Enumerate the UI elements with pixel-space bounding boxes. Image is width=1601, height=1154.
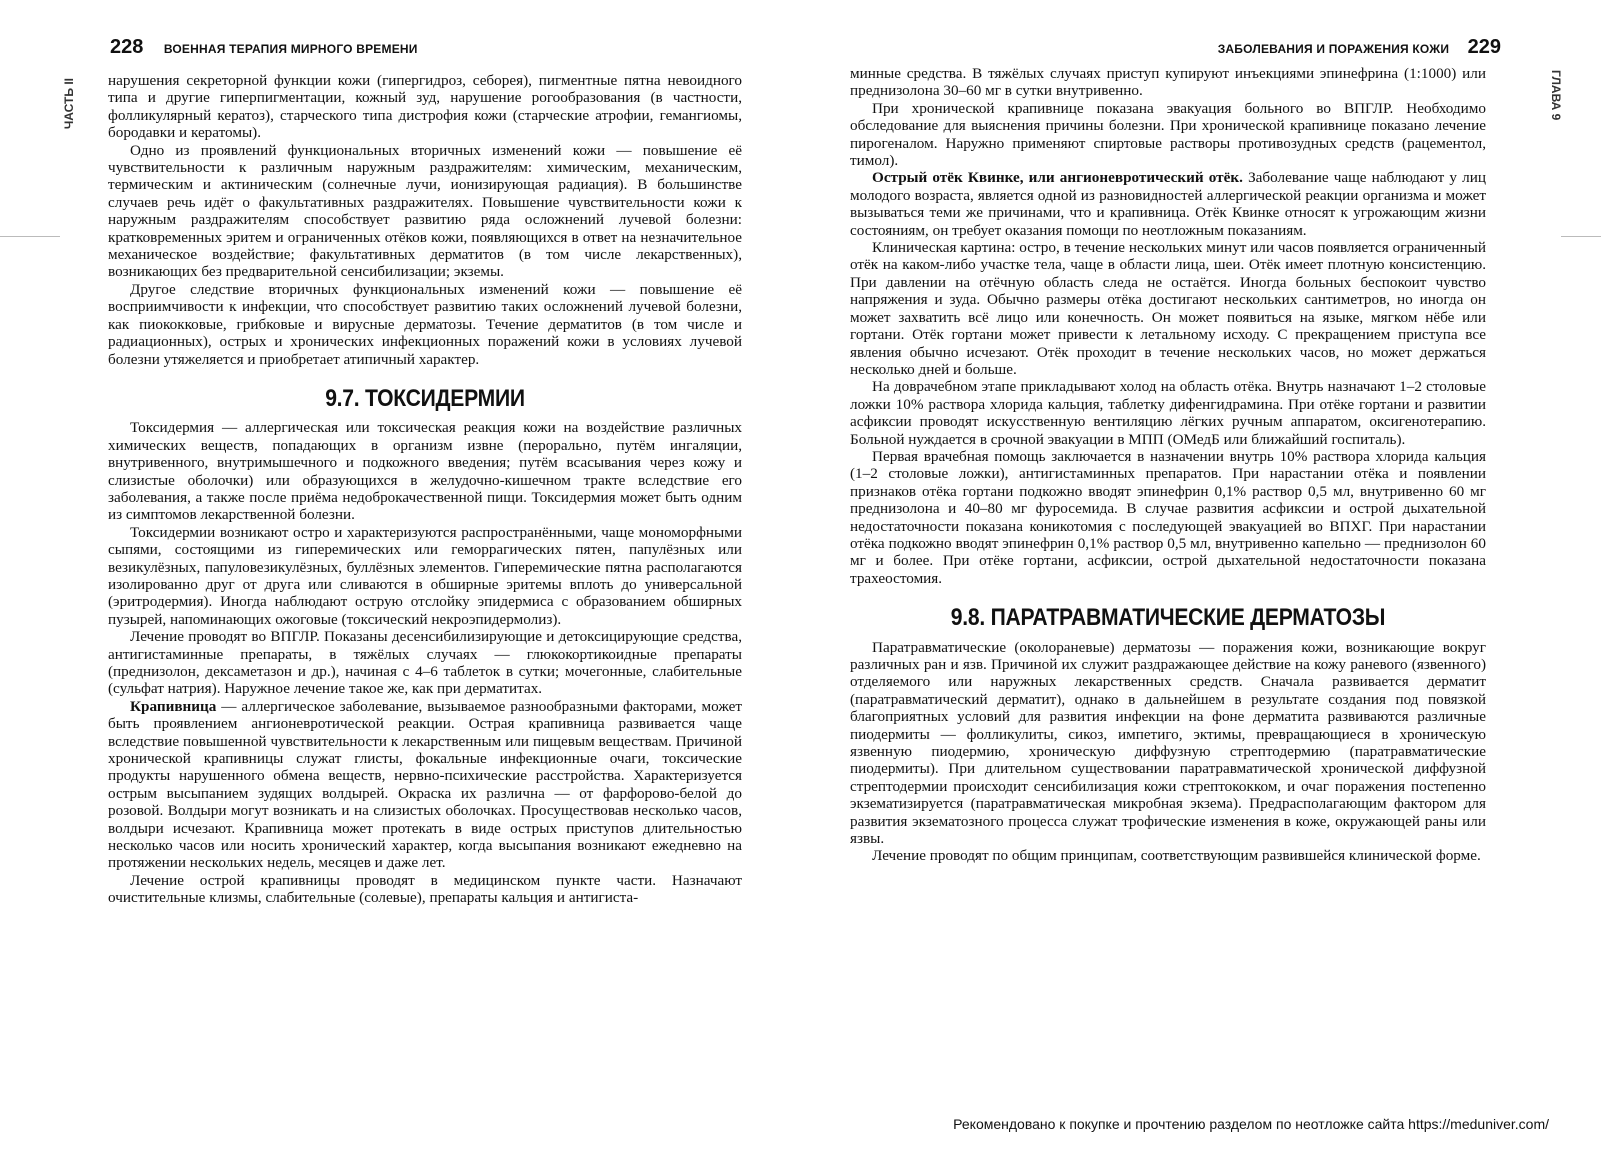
left-text-column <box>108 72 742 907</box>
paragraph: Первая врачебная помощь заключается в назначении внутрь 10% раствора хлорида кальция (1–2 столовые ложки), антигистаминных препаратов. При нарастании отёка и появлении признаков отёка гортани подкожно вводят эпинефрин 0,1% раствор 0,5 мл, внутривенно 60 мг преднизолона и 40–80 мг фуросемида. В случае развития асфиксии и острой дыхательной недостаточности показана коникотомия с последующей эвакуацией во ВПХГ. При нарастании отёка подкожно вводят эпинефрин 0,1% раствор 0,5 мл, внутривенно капельно — преднизолон 60 мг и более. При отёке гортани, асфиксии, острой дыхательной недостаточности показана трахеостомия. <box>850 447 1486 587</box>
scan-edge-line <box>1561 236 1601 237</box>
paragraph: Другое следствие вторичных функциональных изменений кожи — повышение её восприимчивости к инфекции, что способствует развитию таких осложнений лучевой болезни, как пиококковые, грибковые и вирусные дерматозы. Течение дерматитов (в том числе и радиационных), острых и хронических инфекционных поражений кожи в условиях лучевой болезни утяжеляется и приобретает атипичный характер. <box>108 280 742 368</box>
paragraph <box>850 169 1486 239</box>
paragraph: Лечение проводят во ВПГЛР. Показаны десенсибилизирующие и детоксицирующие средства, антигистаминные препараты, в тяжёлых случаях — глюкокортикоидные препараты (преднизолон, дексаметазон и др.), начиная с 4–6 таблеток в сутки; мочегонные, слабительные (сульфат натрия). Наружное лечение такое же, как при дерматитах. <box>108 628 742 698</box>
paragraph: нарушения секреторной функции кожи (гипергидроз, себорея), пигментные пятна невоидного типа и другие гиперпигментации, кожный зуд, нарушение рогообразования (в частности, фолликулярный кератоз), старческого типа дистрофия кожи (старческие атрофии, гемангиомы, бородавки и кератомы). <box>108 72 742 142</box>
paragraph-bold-lead: Острый отёк Квинке, или ангионевротический отёк. <box>872 169 1243 187</box>
left-running-title: ВОЕННАЯ ТЕРАПИЯ МИРНОГО ВРЕМЕНИ <box>163 42 418 56</box>
paragraph: Лечение проводят по общим принципам, соответствующим развившейся клинической форме. <box>872 847 1481 865</box>
paragraph: Одно из проявлений функциональных вторичных изменений кожи — повышение её чувствительности к различным наружным раздражителям: химическим, механическим, термическим и актиническим (солнечные лучи, ионизирующая радиация). В большинстве случаев речь идёт о факультативных раздражителях. Повышение чувствительности кожи к наружным раздражителям способствует развитию ряда осложнений лучевой болезни: кратковременных эритем и ограниченных отёков кожи, появляющихся в ответ на незначительное механическое воздействие; факультативных дерматитов (в том числе лекарственных), возникающих без предварительной сенсибилизации; экземы. <box>108 141 742 281</box>
paragraph: При хронической крапивнице показана эвакуация больного во ВПГЛР. Необходимо обследование для выяснения причины болезни. При хронической крапивнице показано лечение пирогеналом. Наружно применяют спиртовые растворы противозудных средств (рацементол, тимол). <box>850 99 1486 170</box>
paragraph: Клиническая картина: остро, в течение нескольких минут или часов появляется ограниченный отёк на каком-либо участке тела, чаще в области лица, шеи. Отёк имеет плотную консистенцию. При давлении на отёчную область следа не остаётся. Иногда больных беспокоит чувство напряжения и зуда. Обычно размеры отёка достигают нескольких сантиметров, но иногда он может захватить всё лицо или конечность. Он может появиться на языке, мягком нёбе или гортани. Отёк гортани может привести к летальному исходу. С прекращением приступа все явления обычно исчезают. Отёк проходит в течение нескольких часов, но может держаться несколько дней и больше. <box>850 239 1486 378</box>
footer-note: Рекомендовано к покупке и прочтению разделом по неотложке сайта https://meduniver.com/ <box>953 1116 1549 1132</box>
paragraph: минные средства. В тяжёлых случаях приступ купируют инъекциями эпинефрина (1:1000) или преднизолона 30–60 мг в сутки внутривенно. <box>850 65 1486 100</box>
paragraph: На доврачебном этапе прикладывают холод на область отёка. Внутрь назначают 1–2 столовые ложки 10% раствора хлорида кальция, таблетку дифенгидрамина. При отёке гортани и развитии асфиксии проводят искусственную вентиляцию лёгких ручным аппаратом, оксигенотерапию. Больной нуждается в срочной эвакуации в МПП (ОМедБ или ближайший госпиталь). <box>850 378 1486 448</box>
section-heading: 9.8. ПАРАТРАВМАТИЧЕСКИЕ ДЕРМАТОЗЫ <box>950 604 1386 632</box>
section-heading: 9.7. ТОКСИДЕРМИИ <box>325 384 525 412</box>
right-page <box>800 0 1601 1154</box>
paragraph-text: Заболевание чаще наблюдают у лиц молодого возраста, является одной из разновидностей аллергической реакции организма и может вызываться теми же причинами, что и крапивница. Отёк Квинке относят к угрожающим жизни состояниям, он требует оказания помощи по неотложным показаниям. <box>850 169 1486 239</box>
paragraph: Лечение острой крапивницы проводят в медицинском пункте части. Назначают очистительные клизмы, слабительные (солевые), препараты кальция и антигиста- <box>108 871 742 907</box>
right-running-title: ЗАБОЛЕВАНИЯ И ПОРАЖЕНИЯ КОЖИ <box>1217 42 1450 56</box>
paragraph: Токсидермии возникают остро и характеризуются распространёнными, чаще мономорфными сыпями, состоящими из гиперемических или геморрагических пятен, папулёзных или везикулёзных, папуловезикулёзных, буллёзных элементов. Гиперемические пятна располагаются изолированно друг от друга или сливаются в обширные эритемы вплоть до универсальной (эритродермия). Иногда наблюдают острую отслойку эпидермиса с образованием обширных пузырей, напоминающих ожоговые (токсический некроэпидермолиз). <box>108 523 742 628</box>
left-page <box>0 0 790 1154</box>
paragraph-text: — аллергическое заболевание, вызываемое разнообразными факторами, может быть проявлением ангионевротической реакции. Острая крапивница развивается чаще вследствие повышенной чувствительности к лекарственным или пищевым веществам. Причиной хронической крапивницы служат глисты, фокальные инфекционные очаги, токсические продукты нарушенного обмена веществ, нервно-психические расстройства. Характеризуется острым высыпанием зудящих волдырей. Окраска их различна — от фарфорово-белой до розовой. Волдыри могут возникать и на слизистых оболочках. Просуществовав несколько часов, волдыри исчезают. Крапивница может протекать в виде острых приступов длительностью несколько часов или носить хронический характер, когда высыпания возникают ежедневно на протяжении нескольких недель, месяцев и даже лет. <box>108 697 742 872</box>
paragraph <box>108 698 742 872</box>
paragraph: Токсидермия — аллергическая или токсическая реакция кожи на воздействие различных химических веществ, попадающих в организм извне (перорально, путём ингаляции, внутривенного, внутримышечного и подкожного введения; путём всасывания через кожу и слизистые оболочки) или образующихся в желудочно-кишечном тракте вследствие его заболевания, а также после приёма недоброкачественной пищи. Токсидермия может быть одним из симптомов лекарственной болезни. <box>108 419 742 524</box>
left-side-tab: ЧАСТЬ II <box>62 78 76 130</box>
right-running-head <box>1218 36 1501 59</box>
right-text-column <box>850 65 1486 865</box>
scan-edge-line <box>0 236 60 237</box>
left-page-number: 228 <box>110 36 144 58</box>
right-side-tab: ГЛАВА 9 <box>1549 70 1563 121</box>
paragraph-bold-lead: Крапивница <box>130 697 217 715</box>
left-running-head <box>110 36 418 59</box>
paragraph: Паратравматические (околораневые) дерматозы — поражения кожи, возникающие вокруг различных ран и язв. Причиной их служит раздражающее действие на кожу раневого (язвенного) отделяемого или наружных лекарственных средств. Сначала развивается дерматит (паратравматический дерматит), однако в дальнейшем в результате создания под повязкой благоприятных условий для развития инфекции на фоне дерматита развиваются различные пиодермиты — фолликулиты, сикоз, импетиго, эктимы, превращающиеся в хроническую язвенную пиодермию, хроническую диффузную стрептодермию (паратравматические пиодермиты). При длительном существовании паратравматической хронической диффузной стрептодермии происходит сенсибилизация кожи стрептококком, и очаг поражения постепенно экзематизируется (паратравматическая микробная экзема). Предрасполагающим фактором для развития экзематозного процесса служат трофические изменения в коже, окружающей раны или язвы. <box>850 638 1486 848</box>
right-page-number: 229 <box>1467 36 1501 58</box>
